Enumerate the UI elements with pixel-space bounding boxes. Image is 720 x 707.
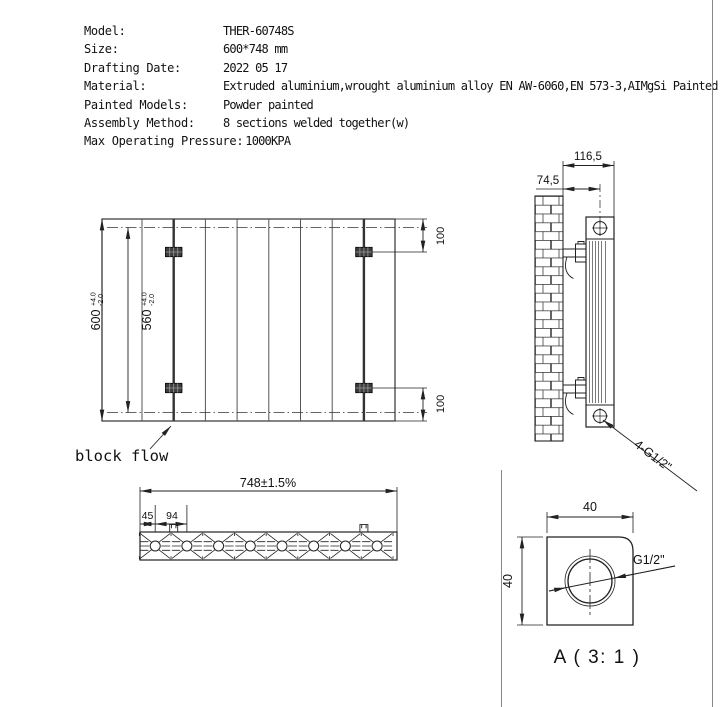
dim-label-100-top (435, 227, 447, 245)
dim-text-600: 600 (89, 309, 103, 331)
extrusion-section (361, 533, 392, 560)
dim-text-94: 94 (166, 510, 178, 522)
mounting-tab (170, 525, 178, 532)
dim-text-116: 116,5 (574, 151, 602, 163)
boss-separators (586, 239, 614, 405)
detail-caption: A ( 3: 1 ) (553, 647, 641, 668)
wall-bracket (166, 247, 182, 256)
dim-tol-plus: +4.0 (141, 292, 149, 306)
dim-label-600 (89, 292, 105, 330)
ext-lines-40-top (547, 512, 633, 533)
fin-lines (590, 241, 606, 403)
ext-lines-748 (140, 487, 397, 532)
side-bracket-top (563, 242, 586, 279)
extrusion-section (203, 533, 234, 560)
spec-label: Material: (84, 79, 147, 94)
spec-value: Extruded aluminium,wrought aluminium alloy EN AW-6060,EN 573-3,AIMgSi Painted (223, 79, 718, 94)
wall-bracket (356, 383, 372, 392)
spec-label: Size: (84, 42, 119, 57)
dim-label-100-bottom (435, 395, 447, 413)
dim-label-40-left (501, 574, 515, 588)
dim-text-100: 100 (435, 226, 447, 246)
dim-text-40-left: 40 (501, 574, 515, 588)
front-view (75, 219, 447, 465)
spec-value: 2022 05 17 (223, 60, 288, 75)
connection-label-group (632, 437, 674, 474)
wall-section (535, 196, 563, 441)
side-bracket-bottom (563, 378, 586, 415)
dim-text-45: 45 (141, 510, 154, 522)
thread-arrow-right (615, 566, 676, 578)
extrusion-section (298, 533, 329, 560)
wall-bracket (166, 383, 182, 392)
spec-value: Powder painted (223, 97, 313, 112)
dim-text-40-top: 40 (583, 500, 597, 514)
dim-text-560: 560 (140, 309, 154, 331)
mounting-tab (360, 525, 368, 532)
dim-tol-plus: +4.0 (90, 292, 98, 306)
radiator-side-outline (586, 217, 614, 427)
extrusion-section (266, 533, 297, 560)
dim-tol-minus: -2.0 (149, 293, 156, 306)
spec-label: Max Operating Pressure: (84, 134, 244, 149)
spec-value: 600*748 mm (223, 42, 288, 57)
centerlines (107, 228, 427, 413)
extrusion-section (171, 533, 202, 560)
spec-label: Drafting Date: (84, 60, 181, 75)
dim-tol-minus: -2.0 (98, 293, 105, 306)
ext-lines-100-bottom (372, 388, 427, 421)
block-flow-note: block flow (75, 447, 169, 465)
spec-value: 1000KPA (245, 134, 291, 149)
spec-label: Assembly Method: (84, 115, 195, 130)
thread-arrow-left (549, 588, 566, 591)
spec-label: Painted Models: (84, 97, 188, 112)
block-flow-leader (150, 426, 171, 449)
dim-text-74: 74,5 (536, 175, 560, 187)
ext-lines-40-left (517, 537, 543, 625)
ext-lines-100-top (372, 219, 427, 252)
dim-label-560 (140, 292, 156, 330)
spec-label: Model: (84, 24, 126, 38)
dim-text-748: 748±1.5% (239, 476, 297, 490)
extrusion-section (234, 533, 265, 560)
detail-view-a (501, 500, 675, 668)
thread-label: G1/2" (633, 553, 665, 567)
spec-value: 8 sections welded together(w) (223, 115, 410, 130)
wall-bracket (356, 247, 372, 256)
side-view (535, 151, 697, 491)
dim-text-100: 100 (435, 394, 447, 414)
bottom-view (139, 476, 397, 560)
extrusion-section (330, 533, 361, 560)
spec-value: THER-60748S (223, 24, 294, 38)
connection-label: 4-G1/2" (631, 437, 675, 475)
extrusion-section (139, 533, 170, 560)
